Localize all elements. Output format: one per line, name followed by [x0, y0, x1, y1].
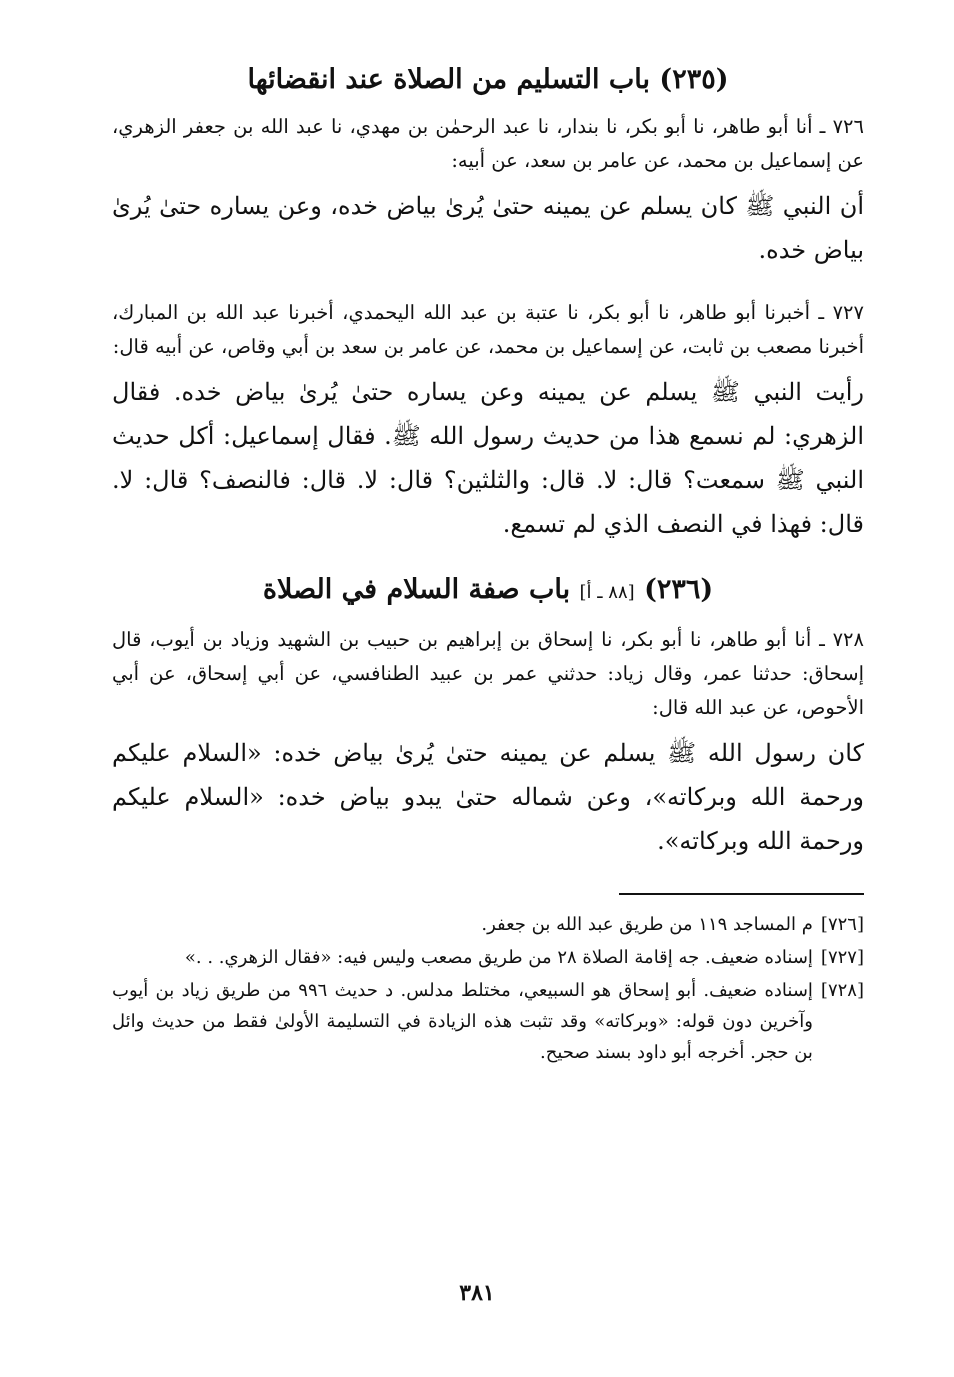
- footnote-728: [112, 975, 864, 1068]
- hadith-727-isnad: ٧٢٧ ـ أخبرنا أبو طاهر، نا أبو بكر، نا عتبة بن عبد الله اليحمدي، أخبرنا عبد الله بن المبارك، أخبرنا مصعب بن ثابت، عن إسماعيل بن محمد، عن عامر بن سعد بن أبي وقاص، عن أبيه قال:: [112, 301, 864, 358]
- hadith-728-matn: كان رسول الله ﷺ يسلم عن يمينه حتىٰ يُرىٰ بياض خده: «السلام عليكم ورحمة الله وبركاته»، وعن شماله حتىٰ يبدو بياض خده: «السلام عليكم ورحمة الله وبركاته».: [112, 739, 864, 855]
- footnote-ref: [٧٢٦]: [820, 914, 864, 935]
- hadith-726-matn: أن النبي ﷺ كان يسلم عن يمينه حتىٰ يُرىٰ بياض خده، وعن يساره حتىٰ يُرىٰ بياض خده.: [112, 192, 864, 264]
- footnote-separator: [619, 893, 864, 895]
- folio-marker: [٨٨ ـ أ]: [579, 582, 635, 603]
- footnote-text: م المساجد ١١٩ من طريق عبد الله بن جعفر.: [481, 914, 813, 935]
- chapter-title-235: (٢٣٥) باب التسليم من الصلاة عند انقضائها: [247, 64, 729, 95]
- chapter-title-236: [112, 570, 864, 613]
- hadith-728-isnad: ٧٢٨ ـ أنا أبو طاهر، نا أبو بكر، نا إسحاق بن إبراهيم بن حبيب بن الشهيد وزياد بن أيوب، قال إسحاق: حدثنا عمر، وقال زياد: حدثني عمر بن عبيد الطنافسي، عن أبي إسحاق، عن أبي الأحوص، عن عبد الله قال:: [112, 628, 864, 719]
- hadith-727-matn: رأيت النبي ﷺ يسلم عن يمينه وعن يساره حتىٰ يُرىٰ بياض خده. فقال الزهري: لم نسمع هذا من حديث رسول الله ﷺ. فقال إسماعيل: أكل حديث النبي ﷺ سمعت؟ قال: لا. قال: والثلثين؟ قال: لا. قال: فالنصف؟ قال: لا. قال: فهذا في النصف الذي لم تسمع.: [112, 378, 864, 538]
- hadith-726-isnad: ٧٢٦ ـ أنا أبو طاهر، نا أبو بكر، نا بندار، نا عبد الرحمٰن بن مهدي، نا عبد الله بن جعفر الزهري، عن إسماعيل بن محمد، عن عامر بن سعد، عن أبيه:: [112, 115, 864, 172]
- footnote-727: [112, 942, 864, 973]
- footnote-ref: [٧٢٨]: [820, 980, 864, 1001]
- page-number: ٣٨١: [459, 1280, 495, 1306]
- book-page: [112, 60, 864, 1070]
- footnote-text: إسناده ضعيف. جه إقامة الصلاة ٢٨ من طريق مصعب وليس فيه: «فقال الزهري. . .»: [184, 947, 813, 968]
- chapter-number: (٢٣٦): [644, 574, 714, 605]
- footnote-text: إسناده ضعيف. أبو إسحاق هو السبيعي، مختلط مدلس. د حديث ٩٩٦ من طريق زياد بن أيوب وآخرين دون قوله: «وبركاته» وقد تثبت هذه الزيادة في التسليمة الأولىٰ فقط من حديث وائل بن حجر. أخرجه أبو داود بسند صحيح.: [112, 980, 813, 1063]
- footnote-ref: [٧٢٧]: [820, 947, 864, 968]
- footnote-726: [112, 909, 864, 940]
- chapter-name: باب صفة السلام في الصلاة: [262, 574, 571, 605]
